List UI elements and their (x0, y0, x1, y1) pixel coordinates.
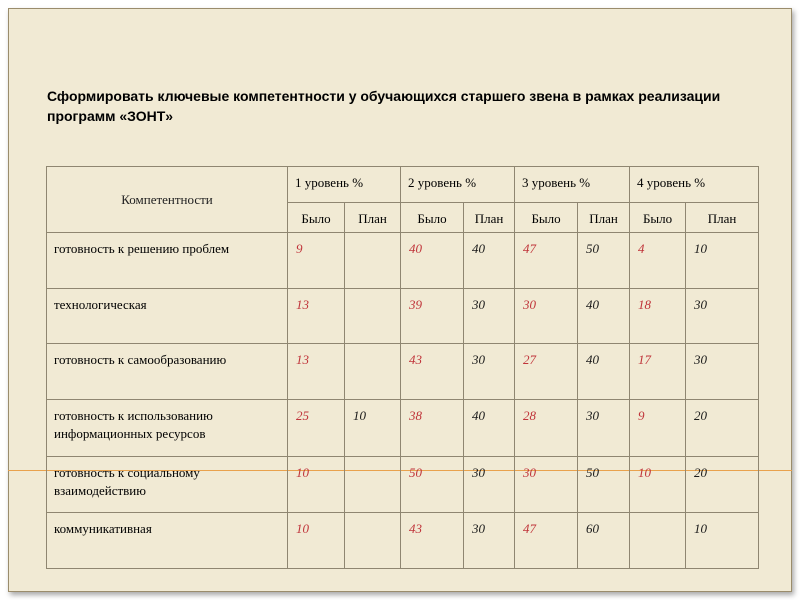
value-plan (345, 289, 401, 344)
value-plan: 30 (464, 289, 515, 344)
competence-label: готовность к решению проблем (47, 233, 288, 289)
value-was: 40 (401, 233, 464, 289)
competence-table (46, 166, 759, 569)
competence-label: готовность к социальному взаимодействию (47, 457, 288, 513)
value-plan: 20 (686, 457, 759, 513)
value-plan: 50 (578, 457, 630, 513)
competence-label: технологическая (47, 289, 288, 344)
sub-header: Было (288, 203, 345, 233)
value-was: 38 (401, 400, 464, 457)
value-was: 13 (288, 289, 345, 344)
table-row (47, 400, 759, 457)
level-header: 3 уровень % (515, 167, 630, 203)
value-was: 9 (630, 400, 686, 457)
value-was: 28 (515, 400, 578, 457)
value-was: 25 (288, 400, 345, 457)
value-plan: 40 (578, 289, 630, 344)
value-was: 30 (515, 457, 578, 513)
sub-header: План (578, 203, 630, 233)
table-row (47, 233, 759, 289)
corner-header: Компетентности (47, 167, 288, 233)
value-was (630, 513, 686, 569)
value-was: 4 (630, 233, 686, 289)
value-was: 13 (288, 344, 345, 400)
sub-header: План (686, 203, 759, 233)
sub-header: План (345, 203, 401, 233)
table-row (47, 513, 759, 569)
value-was: 39 (401, 289, 464, 344)
value-was: 10 (288, 513, 345, 569)
value-plan: 30 (464, 457, 515, 513)
level-header: 2 уровень % (401, 167, 515, 203)
value-was: 47 (515, 233, 578, 289)
value-plan: 50 (578, 233, 630, 289)
value-was: 9 (288, 233, 345, 289)
value-plan: 10 (686, 513, 759, 569)
value-plan: 20 (686, 400, 759, 457)
level-header: 4 уровень % (630, 167, 759, 203)
sub-header: Было (401, 203, 464, 233)
value-was: 43 (401, 344, 464, 400)
sub-header: Было (630, 203, 686, 233)
slide-title: Сформировать ключевые компетентности у обучающихся старшего звена в рамках реализации программ «ЗОНТ» (47, 88, 721, 124)
value-plan: 40 (578, 344, 630, 400)
value-plan: 10 (686, 233, 759, 289)
value-was: 18 (630, 289, 686, 344)
value-was: 17 (630, 344, 686, 400)
value-was: 30 (515, 289, 578, 344)
value-plan: 40 (464, 400, 515, 457)
value-plan (345, 233, 401, 289)
table-row (47, 457, 759, 513)
value-plan: 30 (464, 513, 515, 569)
sub-header: План (464, 203, 515, 233)
value-was: 50 (401, 457, 464, 513)
value-was: 43 (401, 513, 464, 569)
value-plan: 30 (686, 344, 759, 400)
value-plan: 10 (345, 400, 401, 457)
table-row (47, 289, 759, 344)
value-plan (345, 513, 401, 569)
competence-label: готовность к самообразованию (47, 344, 288, 400)
value-plan: 30 (464, 344, 515, 400)
table-row (47, 344, 759, 400)
header-row (47, 167, 759, 203)
competence-label: коммуникативная (47, 513, 288, 569)
level-header: 1 уровень % (288, 167, 401, 203)
value-was: 47 (515, 513, 578, 569)
competence-label: готовность к использованию информационных ресурсов (47, 400, 288, 457)
value-plan: 30 (578, 400, 630, 457)
value-plan: 60 (578, 513, 630, 569)
value-was: 27 (515, 344, 578, 400)
value-was: 10 (630, 457, 686, 513)
value-plan (345, 457, 401, 513)
value-plan: 30 (686, 289, 759, 344)
sub-header: Было (515, 203, 578, 233)
value-was: 10 (288, 457, 345, 513)
value-plan (345, 344, 401, 400)
value-plan: 40 (464, 233, 515, 289)
